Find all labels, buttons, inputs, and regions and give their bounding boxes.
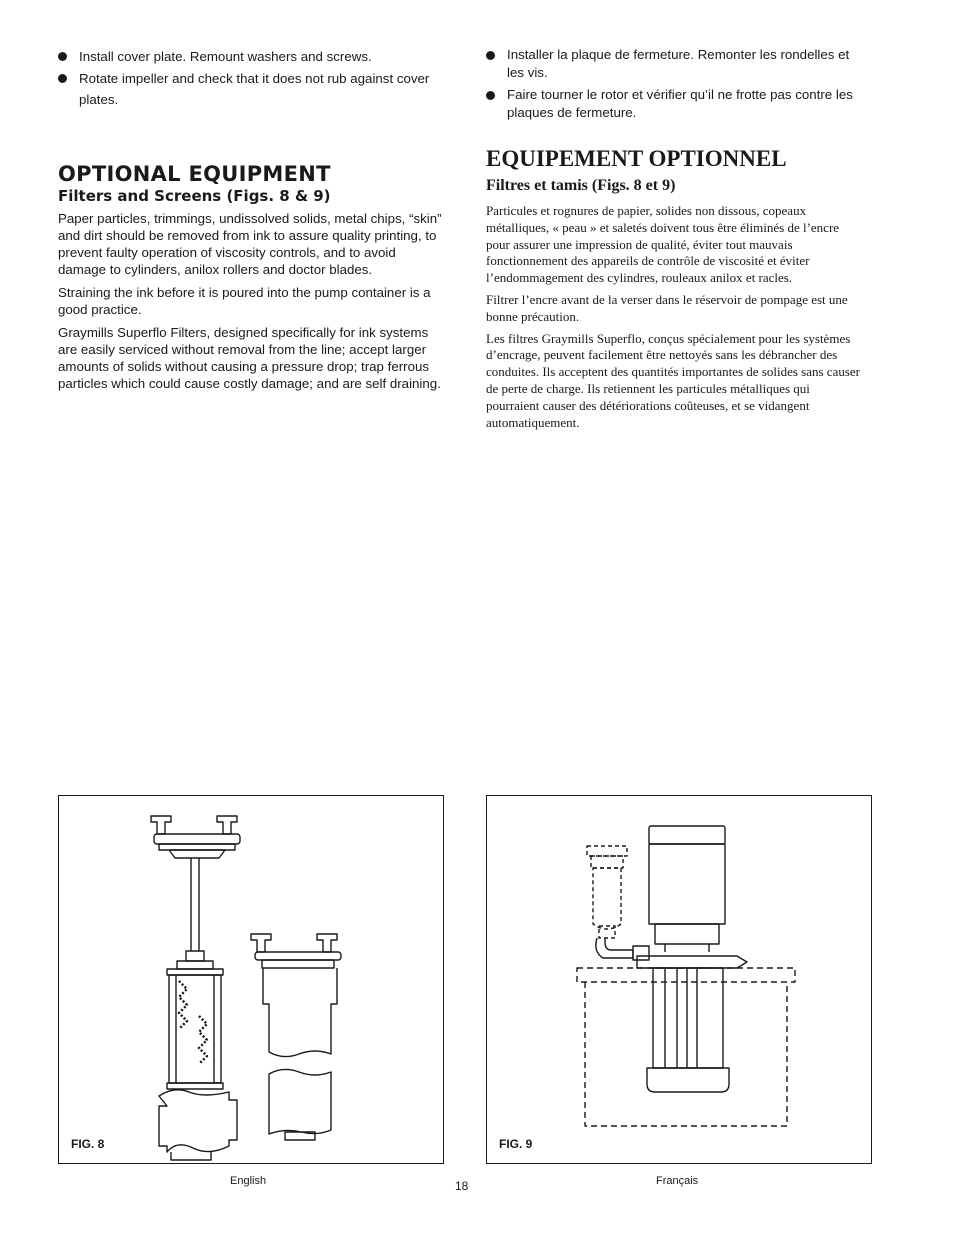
list-item: Faire tourner le rotor et vérifier qu’il ne frotte pas contre les plaques de fermeture. bbox=[486, 86, 866, 122]
filter-assembly-drawing bbox=[59, 796, 443, 1163]
mounting-plate bbox=[637, 956, 747, 968]
english-bullet-list bbox=[58, 46, 444, 110]
paragraph: Filtrer l’encre avant de la verser dans le réservoir de pompage est une bonne précaution. bbox=[486, 291, 848, 324]
list-item: Rotate impeller and check that it does not rub against cover plates. bbox=[58, 68, 444, 110]
filter-rod bbox=[186, 858, 204, 961]
filter-housing-right bbox=[263, 968, 337, 1140]
paragraph: Particules et rognures de papier, solides non dissous, copeaux métalliques, « peau » et saletés doivent tous être éliminés de l’encre pour assurer une impression de qualité, éviter tout mauvais fonctionnement des appareils de contrôle de viscosité et éviter l’endommagement des cylindres, rouleaux anilox et racles. bbox=[486, 203, 840, 286]
paragraph: Straining the ink before it is poured into the pump container is a good practice. bbox=[58, 285, 431, 317]
ink-container-dashed bbox=[577, 968, 795, 1126]
figure-9 bbox=[486, 795, 872, 1164]
filter-dashed bbox=[587, 846, 627, 938]
pump-with-filter-drawing bbox=[487, 796, 871, 1163]
english-column bbox=[58, 46, 444, 398]
section-heading: OPTIONAL EQUIPMENT bbox=[58, 162, 331, 186]
filter-fitting bbox=[596, 938, 649, 960]
pump-motor bbox=[649, 826, 725, 952]
footer-language-english: English bbox=[230, 1175, 267, 1187]
paragraph: Paper particles, trimmings, undissolved solids, metal chips, “skin” and dirt should be removed from ink to assure quality printing, to prevent faulty operation of viscosity controls, and to avoid damage to cylinders, anilox rollers and doctor blades. bbox=[58, 211, 442, 277]
paragraph: Les filtres Graymills Superflo, conçus spécialement pour les systèmes d’encrage, peuvent facilement être nettoyés sans les débrancher des conduites. Ils acceptent des quantités importantes de solides sans causer de perte de charge. Ils retiennent les particules métalliques qui pourraient causer des détériorations coûteuses, et se vidangent automatiquement. bbox=[486, 330, 861, 430]
filter-screen-cartridge bbox=[167, 961, 223, 1089]
section-heading: EQUIPEMENT OPTIONNEL bbox=[486, 146, 787, 171]
filter-bowl-left bbox=[159, 1090, 237, 1160]
list-item: Install cover plate. Remount washers and screws. bbox=[58, 46, 444, 67]
figure-8 bbox=[58, 795, 444, 1164]
paragraph: Graymills Superflo Filters, designed specifically for ink systems are easily serviced without removal from the line; accept larger amounts of solids without causing a pressure drop; trap ferrous particles which could cause costly damage; and are self draining. bbox=[58, 325, 441, 391]
figure-label: FIG. 8 bbox=[71, 1137, 105, 1151]
filter-head-left bbox=[151, 816, 240, 858]
section-subheading: Filtres et tamis (Figs. 8 et 9) bbox=[486, 177, 676, 194]
filter-head-right bbox=[251, 934, 341, 968]
page-number: 18 bbox=[455, 1179, 469, 1193]
list-item: Installer la plaque de fermeture. Remonter les rondelles et les vis. bbox=[486, 46, 866, 82]
french-column bbox=[486, 46, 866, 436]
footer-language-french: Français bbox=[656, 1175, 699, 1187]
pump-shaft-column bbox=[647, 968, 729, 1092]
section-subheading: Filters and Screens (Figs. 8 & 9) bbox=[58, 187, 331, 205]
figure-label: FIG. 9 bbox=[499, 1137, 533, 1151]
french-bullet-list bbox=[486, 46, 866, 122]
